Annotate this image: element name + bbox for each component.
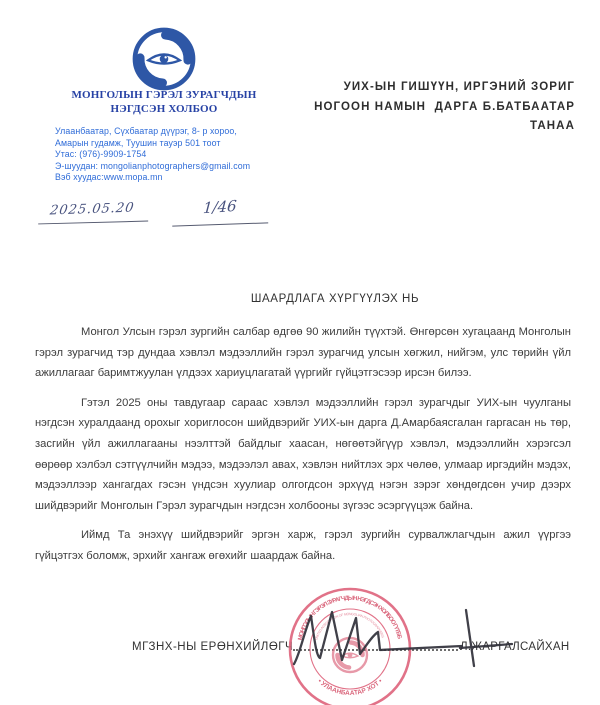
- address-line2: Амарын гудамж, Туушин тауэр 501 тоот: [55, 137, 221, 148]
- stamp-ring-text-bottom: • УЛААНБААТАР ХОТ •: [316, 677, 384, 697]
- body-paragraph-2: Гэтэл 2025 оны тавдугаар сараас хэвлэл мэдээллийн гэрэл зурагчдыг УИХ-ын чуулганы нэгдсэн хуралдаанд орохыг хориглосон шийдвэрийг УИХ-ын дарга Д.Амарбаясгалан гаргасан нь төр, засгийн үйл ажиллагааны нээлттэй байдлыг хаасан, нөгөөтэйгүүр хэвлэл, мэдээллийн хэрэгсэл өөрөөр хэлбэл сэтгүүлчийн мэдээ, мэдээлэл авах, хэвлэн нийтлэх эрх чөлөө, улмаар иргэдийн мэдэх, мэдээллээр хангагдах гэсэн үндсэн хуулиар олгогдсон эрхүүд нэгэн зэрэг хөндөгдсөн учир дээрх шийдвэрийг Монголын Гэрэл зурагчдын нэгдсэн холбооны зүгээс эсэргүүцэж байна.: [35, 396, 571, 512]
- signer-name: Л.ЖАРГАЛСАЙХАН: [460, 641, 570, 653]
- recipient-line1: УИХ-ЫН ГИШҮҮН, ИРГЭНИЙ ЗОРИГ: [343, 81, 575, 93]
- ref-number-underline: [172, 208, 268, 226]
- contact-block: [55, 126, 250, 184]
- signer-title: МГЗНХ-НЫ ЕРӨНХИЙЛӨГЧ: [132, 641, 294, 653]
- org-name-line1: МОНГОЛЫН ГЭРЭЛ ЗУРАГЧДЫН: [71, 89, 257, 101]
- letter-title: ШААРДЛАГА ХҮРГҮҮЛЭХ НЬ: [250, 293, 420, 305]
- signature-scrawl: [270, 592, 520, 672]
- org-logo-icon: [131, 26, 197, 92]
- web-line: Вэб хуудас:www.mopa.mn: [55, 172, 163, 182]
- org-name: [38, 88, 290, 116]
- stamp-inner-text: UNITED ASSOCIATION OF MONGOLIAN PHOTOGRAPHERS: [314, 612, 385, 641]
- org-name-line2: НЭГДСЭН ХОЛБОО: [110, 103, 218, 115]
- body-paragraph-3: Иймд Та энэхүү шийдвэрийг эргэн харж, гэрэл зургийн сурвалжлагчдын ажил үүргээ гүйцэтгэх боломж, эрхийг хангаж өгөхийг шаардаж байна.: [35, 529, 571, 562]
- recipient-line2: НОГООН НАМЫН ДАРГА Б.БАТБААТАР: [314, 100, 575, 113]
- date-underline: [38, 207, 148, 225]
- stamp-ring-text-top: МОНГОЛЫН ГЭРЭЛ ЗУРАГЧДЫН НЭГДСЭН ХОЛБОО ГҮТББ: [297, 595, 403, 641]
- recipient-block: [314, 78, 575, 137]
- body-paragraph-1: Монгол Улсын гэрэл зургийн салбар өдгөө 90 жилийн түүхтэй. Өнгөрсөн хугацаанд Монголын гэрэл зурагчид тэр дундаа хэвлэл мэдээллийн гэрэл зурагчид улсын хөгжил, нийгэм, улс төрийн үйл ажиллагааг баримтжуулан үлдээх хариуцлагатай үүргийг гүйцэтгэсээр ирсэн билээ.: [35, 326, 571, 380]
- address-line1: Улаанбаатар, Сүхбаатар дүүрэг, 8- р хороо,: [55, 126, 237, 136]
- handwritten-ref-number: 1/46: [202, 196, 238, 218]
- letter-body: [35, 322, 571, 576]
- recipient-line3: ТАНАА: [529, 120, 575, 132]
- handwritten-date: 2025.05.20: [48, 200, 136, 219]
- phone-line: Утас: (976)-9909-1754: [55, 149, 147, 159]
- email-line: Э-шуудан: mongolianphotographers@gmail.com: [55, 160, 251, 171]
